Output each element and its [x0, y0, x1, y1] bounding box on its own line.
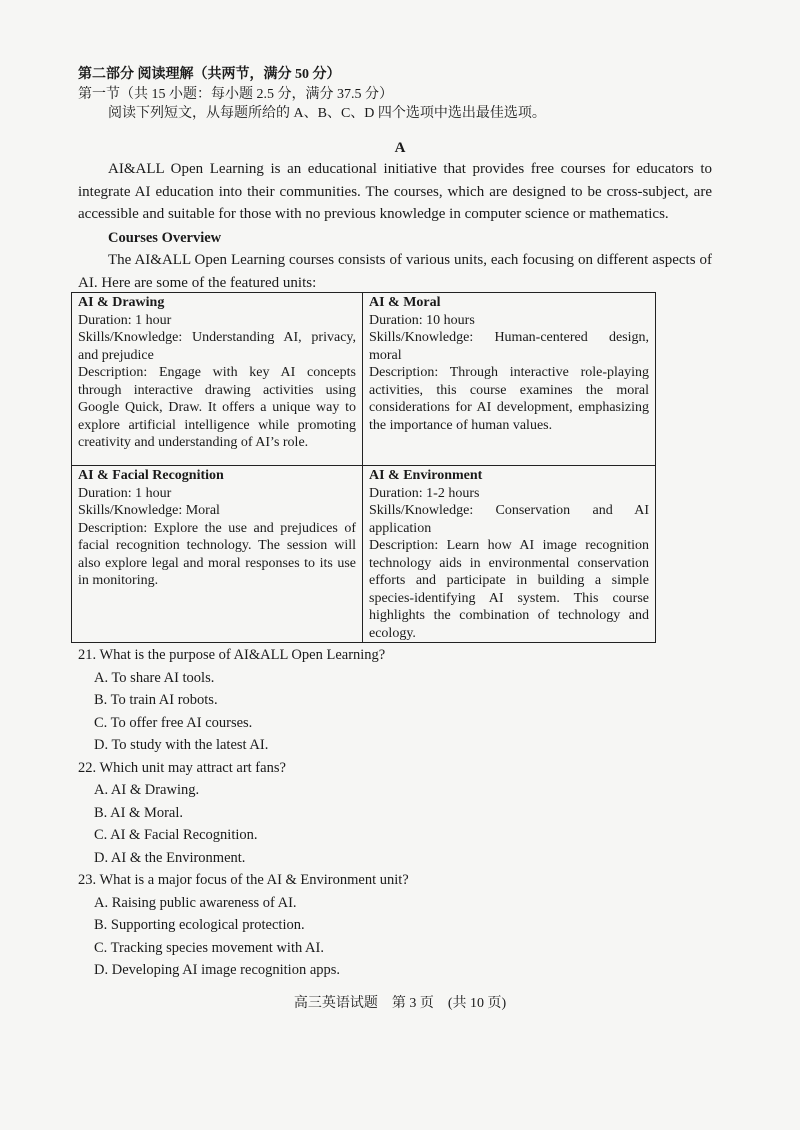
option-c: C. To offer free AI courses. — [94, 714, 253, 731]
question-23 — [78, 869, 409, 982]
option-c: C. AI & Facial Recognition. — [94, 827, 258, 843]
unit-title: AI & Drawing — [78, 295, 165, 310]
option-b: B. AI & Moral. — [94, 804, 184, 821]
unit-cell-facial-recognition — [72, 466, 363, 643]
unit-skills: Skills/Knowledge: Understanding AI, privacy, and prejudice — [78, 330, 356, 363]
option-a: A. Raising public awareness of AI. — [94, 894, 297, 911]
option-b: B. To train AI robots. — [94, 692, 218, 708]
question-21 — [78, 644, 409, 757]
part-title — [78, 65, 341, 85]
instruction: 阅读下列短文，从每题所给的 A、B、C、D 四个选项中选出最佳选项。 — [108, 106, 546, 121]
option-b: B. Supporting ecological protection. — [94, 917, 305, 933]
part-title-text: 第二部分 阅读理解（共两节，满分 50 分） — [78, 67, 341, 82]
unit-duration: Duration: 10 hours — [369, 312, 475, 328]
unit-title: AI & Environment — [369, 468, 483, 483]
question-22 — [78, 757, 409, 870]
option-d: D. Developing AI image recognition apps. — [94, 962, 341, 978]
unit-skills: Skills/Knowledge: Human-centered design, moral — [369, 330, 649, 363]
unit-skills: Skills/Knowledge: Moral — [78, 503, 220, 518]
unit-cell-drawing — [72, 293, 363, 466]
question-stem: 23. What is a major focus of the AI & Environment unit? — [78, 872, 409, 888]
unit-description: Description: Through interactive role-playing activities, this course examines the moral considerations for AI development, emphasizing the importance of human values. — [369, 365, 649, 433]
unit-description: Description: Learn how AI image recognition technology aids in environmental conservation efforts and participate in building a simple species-identifying AI system. This course highlights the combination of technology and ecology. — [369, 538, 649, 641]
question-stem: 22. Which unit may attract art fans? — [78, 759, 286, 776]
unit-title: AI & Moral — [369, 295, 441, 310]
passage-intro: AI&ALL Open Learning is an educational initiative that provides free courses for educators to integrate AI education into their communities. The courses, which are designed to be cross-subject, are accessible and suitable for those with no previous knowledge in computer science or mathematics. — [78, 161, 712, 222]
unit-skills: Skills/Knowledge: Conservation and AI application — [369, 503, 649, 536]
passage-label: A — [394, 140, 406, 156]
overview-paragraph: The AI&ALL Open Learning courses consists of various units, each focusing on different aspects of AI. Here are some of the featured units: — [78, 252, 712, 291]
questions — [78, 644, 409, 982]
unit-title: AI & Facial Recognition — [78, 468, 224, 483]
unit-cell-moral — [363, 293, 656, 466]
courses-overview-heading: Courses Overview — [108, 230, 222, 246]
page-footer: 高三英语试题 第 3 页 (共 10 页) — [293, 996, 507, 1011]
option-a: A. To share AI tools. — [94, 669, 215, 686]
question-stem: 21. What is the purpose of AI&ALL Open Learning? — [78, 647, 386, 663]
option-a: A. AI & Drawing. — [94, 782, 200, 798]
unit-duration: Duration: 1-2 hours — [369, 485, 480, 501]
unit-description: Description: Explore the use and prejudices of facial recognition technology. The session will also explore legal and moral responses to its use in monitoring. — [78, 520, 356, 588]
unit-cell-environment — [363, 466, 656, 643]
option-c: C. Tracking species movement with AI. — [94, 939, 324, 956]
section-title: 第一节（共 15 小题：每小题 2.5 分，满分 37.5 分） — [78, 87, 393, 102]
unit-duration: Duration: 1 hour — [78, 485, 172, 501]
unit-duration: Duration: 1 hour — [78, 312, 172, 328]
option-d: D. AI & the Environment. — [94, 849, 246, 866]
unit-description: Description: Engage with key AI concepts through interactive drawing activities using Google Quick, Draw. It offers a unique way to explore artificial intelligence while promoting creativity and understanding of AI’s role. — [78, 365, 356, 450]
units-table — [71, 292, 656, 643]
option-d: D. To study with the latest AI. — [94, 737, 269, 753]
